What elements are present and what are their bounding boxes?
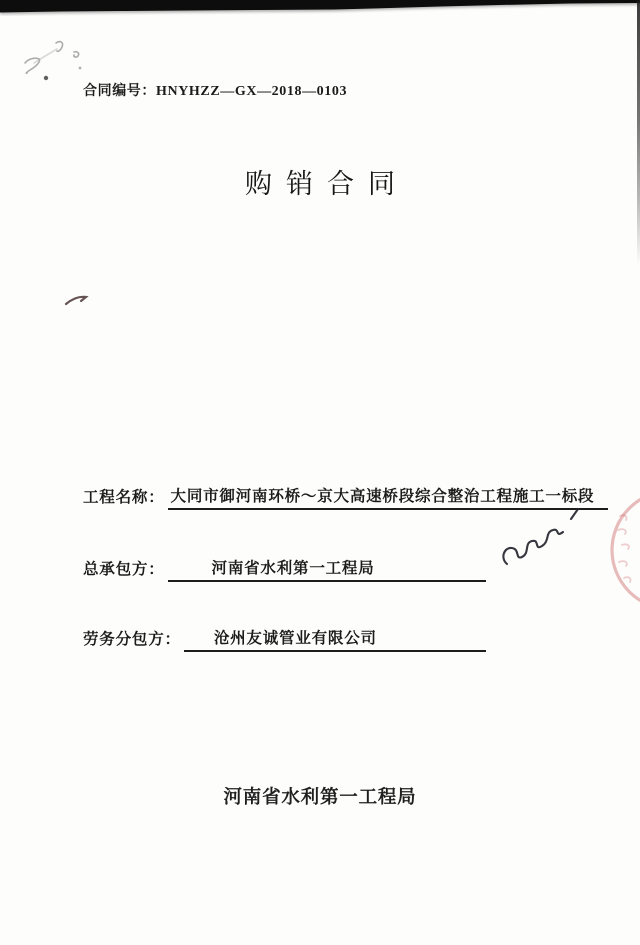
field-general-contractor (83, 556, 486, 582)
field-label: 劳务分包方： (83, 631, 181, 648)
footer-organization: 河南省水利第一工程局 (223, 788, 417, 808)
pen-check-mark (60, 288, 100, 314)
page-title: 购销合同 (245, 169, 409, 199)
field-label: 工程名称： (83, 489, 165, 506)
red-stamp-partial (595, 480, 640, 620)
field-underline (184, 626, 486, 652)
scan-artifact-top-edge (0, 0, 640, 18)
field-value: 沧州友诚管业有限公司 (213, 630, 377, 647)
field-labor-subcontractor (83, 626, 486, 652)
field-value: 大同市御河南环桥～京大高速桥段综合整治工程施工一标段 (170, 488, 595, 505)
field-label: 总承包方： (83, 561, 165, 578)
handwritten-signature (495, 502, 590, 574)
contract-number-value: HNYHZZ—GX—2018—0103 (156, 84, 348, 99)
contract-number-line (83, 80, 347, 100)
field-value: 河南省水利第一工程局 (211, 560, 375, 577)
contract-number-label: 合同编号： (83, 84, 156, 99)
field-underline (168, 556, 486, 582)
